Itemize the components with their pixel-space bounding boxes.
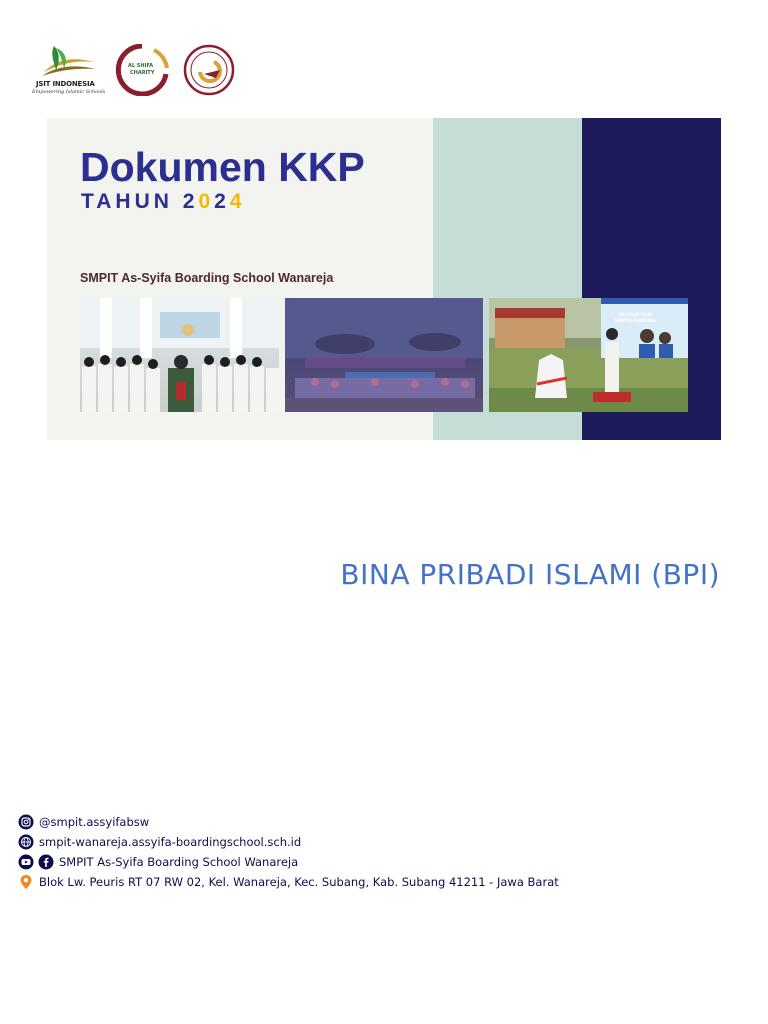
photo-santri-day-image bbox=[489, 298, 688, 412]
banner-line1: SELAMAT HARI bbox=[619, 312, 653, 317]
cover-school-name: SMPIT As-Syifa Boarding School Wanareja bbox=[80, 271, 334, 285]
cover-title: Dokumen KKP bbox=[80, 144, 365, 190]
document-title: BINA PRIBADI ISLAMI (BPI) bbox=[340, 558, 720, 591]
year-digit-0: 0 bbox=[198, 190, 215, 213]
contact-website[interactable] bbox=[18, 832, 559, 852]
year-digit-2: 2 bbox=[214, 190, 230, 213]
instagram-icon bbox=[18, 814, 34, 830]
jsit-tagline: Empowering Islamic Schools bbox=[32, 89, 106, 95]
jsit-logo bbox=[30, 42, 108, 98]
year-prefix: TAHUN 2 bbox=[81, 190, 199, 213]
youtube-icon bbox=[18, 854, 34, 870]
globe-icon bbox=[18, 834, 34, 850]
photo-prayer-hall bbox=[80, 298, 279, 412]
photo-santri-day bbox=[489, 298, 688, 412]
cover-banner bbox=[47, 118, 721, 440]
alshifa-charity-logo bbox=[114, 44, 170, 96]
school-seal-logo bbox=[180, 44, 238, 96]
charity-line2: CHARITY bbox=[130, 70, 155, 76]
contact-social[interactable] bbox=[18, 852, 559, 872]
jsit-emblem-icon bbox=[30, 42, 108, 82]
year-digit-4: 4 bbox=[229, 190, 246, 213]
contact-instagram[interactable] bbox=[18, 812, 559, 832]
contact-address[interactable] bbox=[18, 872, 559, 892]
cover-year bbox=[81, 190, 246, 214]
facebook-icon bbox=[38, 854, 54, 870]
banner-line2: SANTRI NASIONAL bbox=[615, 318, 657, 323]
contact-list bbox=[18, 812, 559, 892]
logo-group bbox=[30, 42, 250, 98]
location-pin-icon bbox=[18, 874, 34, 890]
photo-group-event-image bbox=[285, 298, 483, 412]
contact-instagram-text: @smpit.assyifabsw bbox=[39, 815, 150, 829]
contact-website-text: smpit-wanareja.assyifa-boardingschool.sch.id bbox=[39, 835, 302, 849]
jsit-name: JSIT INDONESIA bbox=[36, 80, 95, 88]
photo-group-event bbox=[285, 298, 483, 412]
contact-address-text: Blok Lw. Peuris RT 07 RW 02, Kel. Wanareja, Kec. Subang, Kab. Subang 41211 - Jawa Barat bbox=[39, 875, 559, 889]
contact-social-text: SMPIT As-Syifa Boarding School Wanareja bbox=[59, 855, 299, 869]
school-seal-icon bbox=[180, 44, 238, 96]
photo-prayer-hall-image bbox=[80, 298, 279, 412]
charity-line1: AL SHIFA bbox=[128, 63, 154, 69]
